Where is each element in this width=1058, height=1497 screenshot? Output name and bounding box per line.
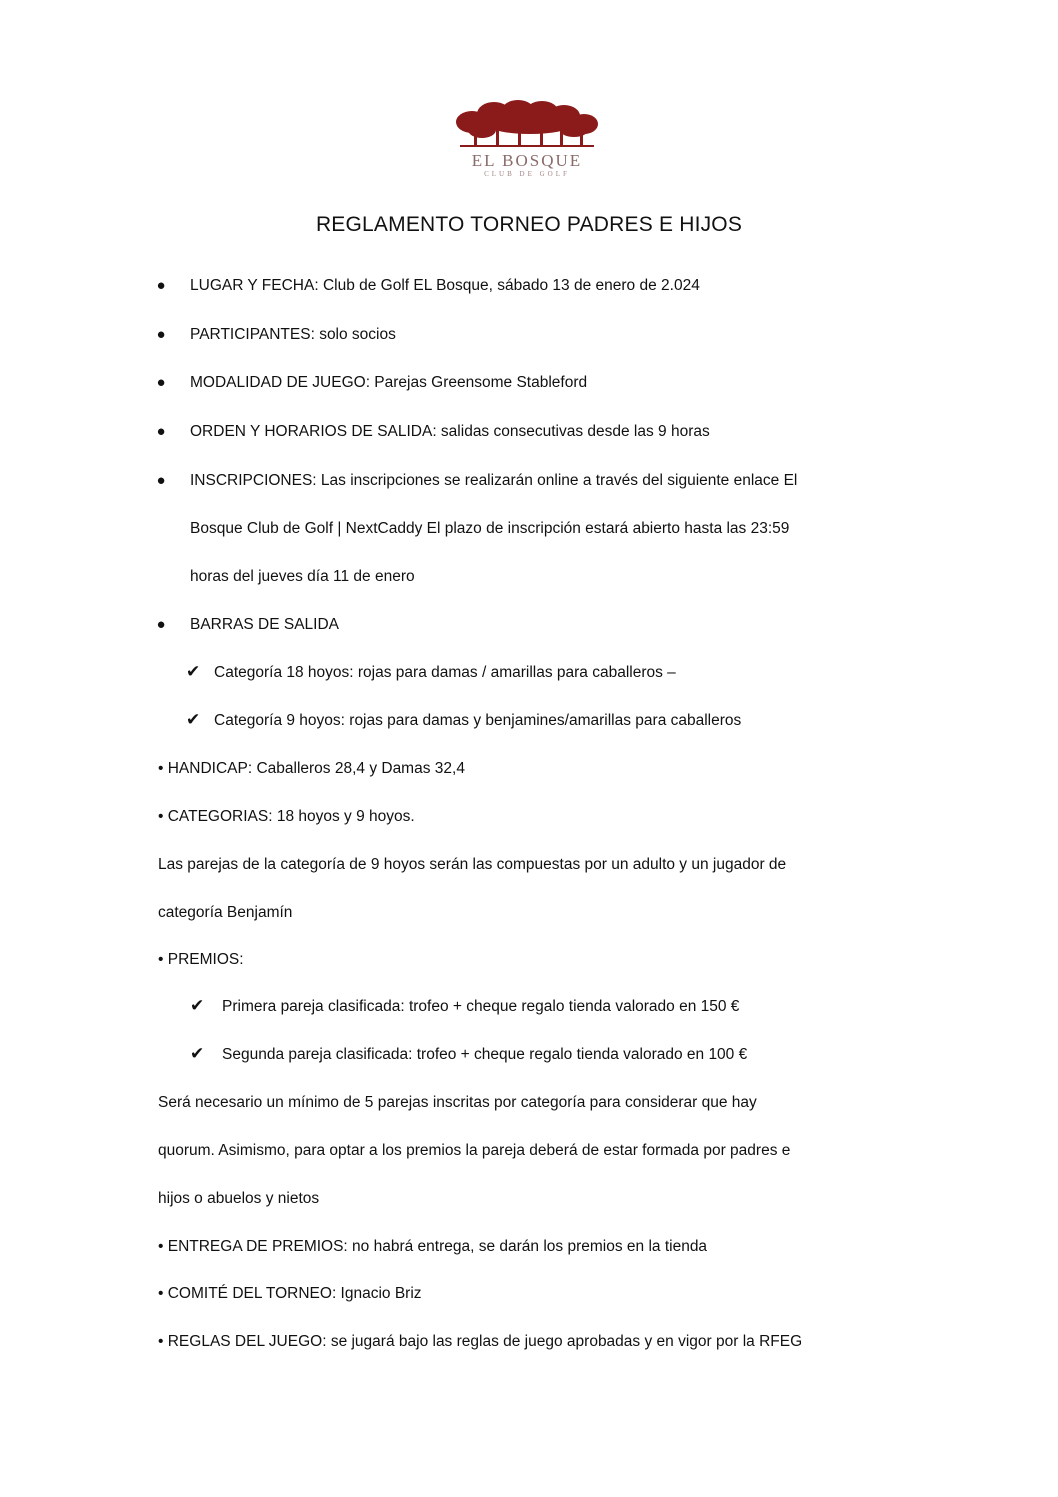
comite-line: • COMITÉ DEL TORNEO: Ignacio Briz	[158, 1285, 422, 1302]
premio-segunda: Segunda pareja clasificada: trofeo + cheque regalo tienda valorado en 100 €	[222, 1046, 748, 1063]
club-logo	[452, 100, 602, 180]
bullet-orden-horarios: ORDEN Y HORARIOS DE SALIDA: salidas consecutivas desde las 9 horas	[190, 423, 710, 440]
inscripciones-line-2: Bosque Club de Golf | NextCaddy El plazo de inscripción estará abierto hasta las 23:59	[190, 520, 790, 537]
bullet-modalidad: MODALIDAD DE JUEGO: Parejas Greensome Stableford	[190, 374, 588, 391]
quorum-line-1: Será necesario un mínimo de 5 parejas inscritas por categoría para considerar que hay	[158, 1094, 757, 1111]
bullet-dot: ●	[156, 326, 166, 343]
checkmark-icon: ✔	[190, 996, 205, 1015]
premio-primera: Primera pareja clasificada: trofeo + cheque regalo tienda valorado en 150 €	[222, 998, 740, 1015]
bullet-dot: ●	[156, 277, 166, 294]
barras-9-hoyos: Categoría 9 hoyos: rojas para damas y benjamines/amarillas para caballeros	[214, 712, 742, 729]
inscripciones-line-3: horas del jueves día 11 de enero	[190, 568, 415, 585]
premios-line: • PREMIOS:	[158, 951, 244, 968]
bullet-dot: ●	[156, 472, 166, 489]
entrega-line: • ENTREGA DE PREMIOS: no habrá entrega, se darán los premios en la tienda	[158, 1238, 708, 1255]
bullet-dot: ●	[156, 423, 166, 440]
categorias-line: • CATEGORIAS: 18 hoyos y 9 hoyos.	[158, 808, 415, 825]
bullet-lugar-fecha: LUGAR Y FECHA: Club de Golf EL Bosque, sábado 13 de enero de 2.024	[190, 277, 700, 294]
logo-name: EL BOSQUE	[471, 151, 583, 170]
bullet-dot: ●	[156, 374, 166, 391]
tree-logo-icon	[452, 100, 602, 180]
quorum-line-2: quorum. Asimismo, para optar a los premios la pareja deberá de estar formada por padres e	[158, 1142, 791, 1159]
bullet-dot: ●	[156, 616, 166, 633]
categorias-note-1: Las parejas de la categoría de 9 hoyos serán las compuestas por un adulto y un jugador de	[158, 856, 787, 873]
checkmark-icon: ✔	[190, 1044, 205, 1063]
handicap-line: • HANDICAP: Caballeros 28,4 y Damas 32,4	[158, 760, 465, 777]
checkmark-icon: ✔	[186, 662, 201, 681]
categorias-note-2: categoría Benjamín	[158, 904, 293, 921]
bullet-participantes: PARTICIPANTES: solo socios	[190, 326, 396, 343]
reglas-line: • REGLAS DEL JUEGO: se jugará bajo las reglas de juego aprobadas y en vigor por la RFEG	[158, 1333, 803, 1350]
barras-18-hoyos: Categoría 18 hoyos: rojas para damas / amarillas para caballeros –	[214, 664, 676, 681]
page-title: REGLAMENTO TORNEO PADRES E HIJOS	[315, 213, 743, 236]
checkmark-icon: ✔	[186, 710, 201, 729]
bullet-barras: BARRAS DE SALIDA	[190, 616, 340, 633]
logo-subtitle: CLUB DE GOLF	[484, 170, 570, 178]
quorum-line-3: hijos o abuelos y nietos	[158, 1190, 320, 1207]
bullet-inscripciones: INSCRIPCIONES: Las inscripciones se realizarán online a través del siguiente enlace El	[190, 472, 798, 489]
